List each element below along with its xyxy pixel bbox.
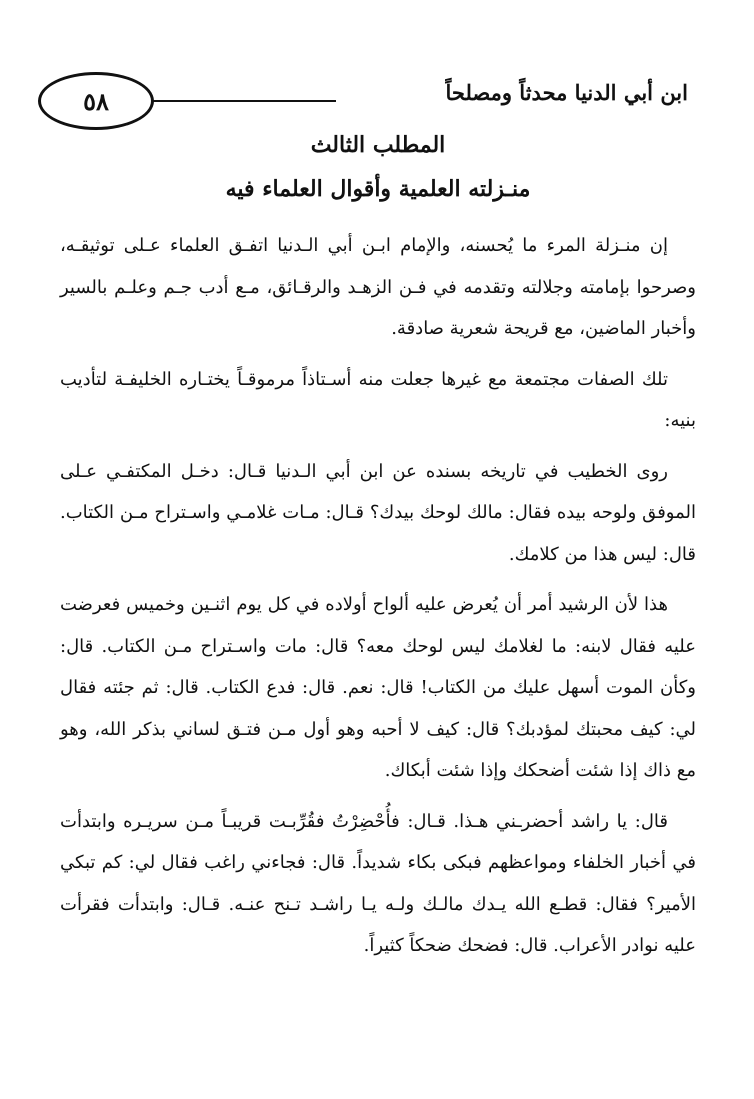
section-subtitle: منـزلته العلمية وأقوال العلماء فيه [225, 176, 531, 202]
page-number: ٥٨ [83, 86, 109, 116]
header-rule [151, 100, 336, 102]
paragraph-1: إن منـزلة المرء ما يُحسنه، والإمام ابـن أبي الـدنيا اتفـق العلماء عـلى توثيقـه، وصرحوا بإمامته وجلالته وتقدمه في فـن الزهـد والرقـائق، مـع أدب جـم وعلـم بالسير وأخبار الماضين، مع قريحة شعرية صادقة. [60, 235, 696, 339]
paragraph-3: روى الخطيب في تاريخه بسنده عن ابن أبي الـدنيا قـال: دخـل المكتفـي عـلى الموفق ولوحه بيده فقال: مالك لوحك بيدك؟ قـال: مـات غلامـي واسـتراح مـن الكتاب. قال: ليس هذا من كلامك. [60, 460, 696, 565]
paragraph-4: هذا لأن الرشيد أمر أن يُعرض عليه ألواح أولاده في كل يوم اثنـين وخميس فعرضت عليه فقال لابنه: ما لغلامك ليس لوحك معه؟ قال: مات واسـتراح مـن الكتاب. قال: وكأن الموت أسهل عليك من الكتاب! قال: نعم. قال: فدع الكتاب. قال: ثم جئته فقال لي: كيف محبتك لمؤدبك؟ قال: كيف لا أحبه وهو أول مـن فتـق لساني بذكر الله، وهو مع ذاك إذا شئت أضحكك وإذا شئت أبكاك. [60, 594, 696, 781]
body-text [60, 225, 696, 976]
paragraph-5: قال: يا راشد أحضرـني هـذا. قـال: فأُحْضِرْتُ فقُرِّبـت قريبـاً مـن سريـره وابتدأت في أخبار الخلفاء ومواعظهم فبكى بكاء شديداً. قال: فجاءني راغب فقال لي: كم تبكي الأمير؟ فقال: قطـع الله يـدك مالـك ولـه يـا راشـد تـنح عنـه. قـال: وابتدأت فقرأت عليه نوادر الأعراب. قال: فضحك ضحكاً كثيراً. [60, 810, 696, 956]
page-header [38, 72, 688, 128]
paragraph-2: تلك الصفات مجتمعة مع غيرها جعلت منه أسـتاذاً مرموقـاً يختـاره الخليفـة لتأديب بنيه: [60, 368, 696, 431]
section-title: المطلب الثالث [310, 132, 446, 158]
running-title: ابن أبي الدنيا محدثاً ومصلحاً [445, 80, 688, 105]
page-number-oval [38, 72, 154, 130]
